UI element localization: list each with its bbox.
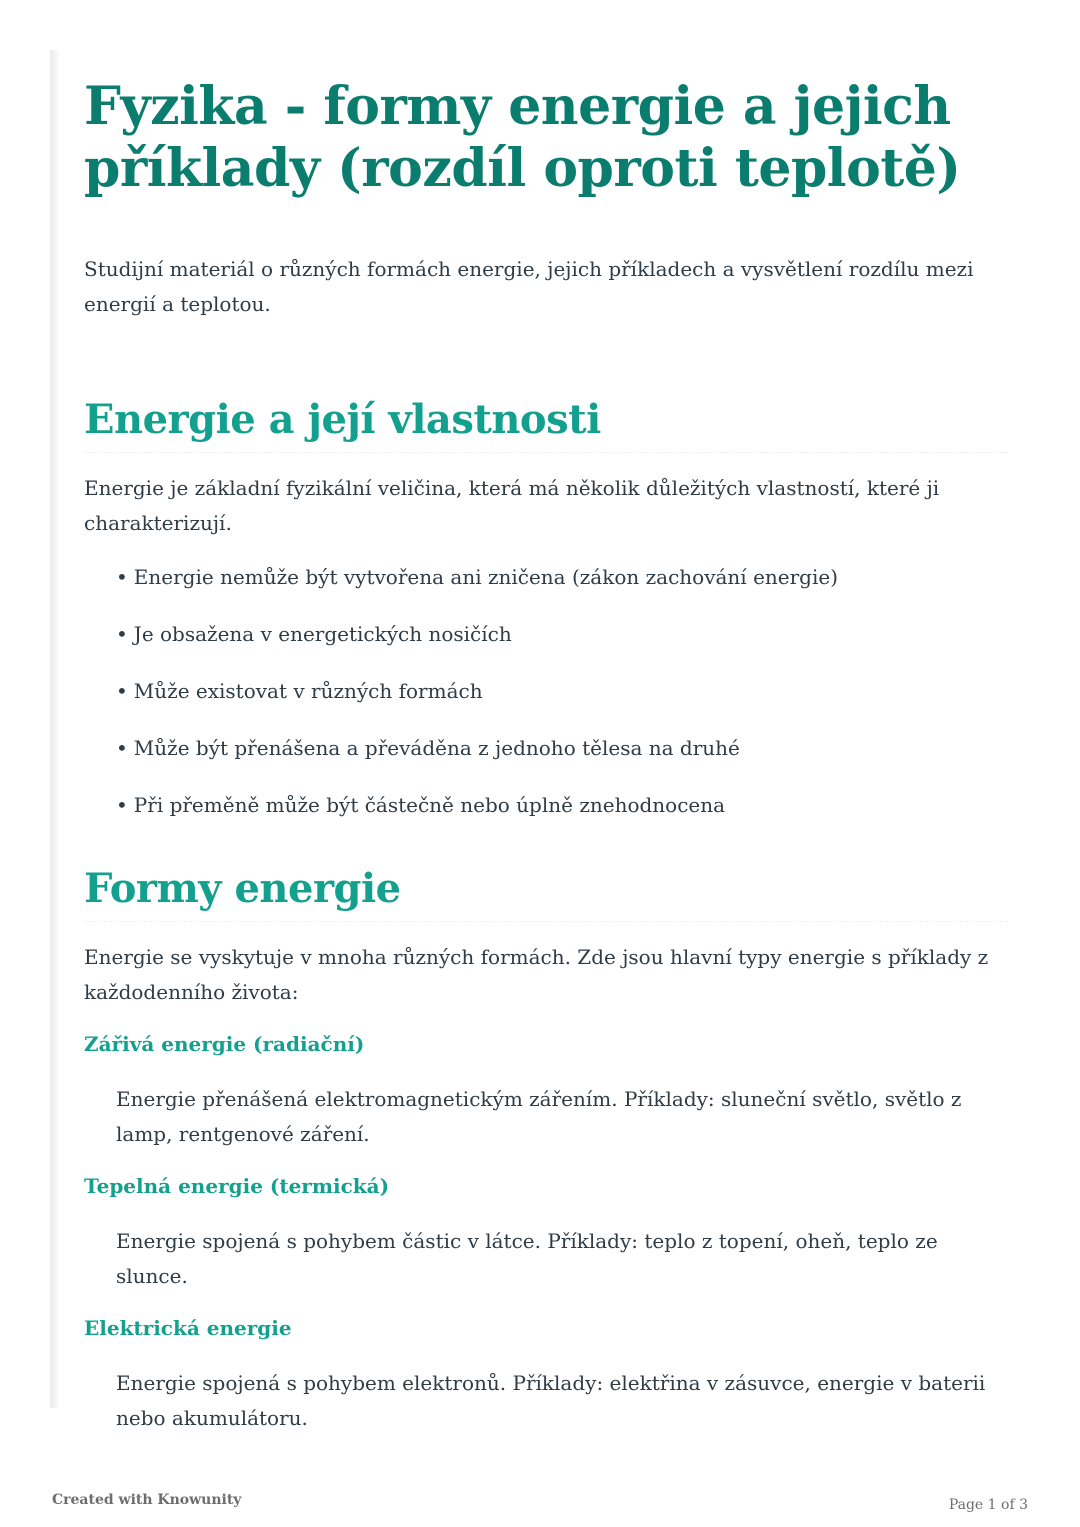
section-heading-properties: Energie a její vlastnosti — [84, 394, 1008, 453]
list-item-text: Je obsažena v energetických nosičích — [133, 622, 512, 646]
forms-paragraph: Energie se vyskytuje v mnoha různých formách. Zde jsou hlavní typy energie s příklady z každodenního života: — [84, 945, 989, 1004]
intro-paragraph: Studijní materiál o různých formách energie, jejich příkladech a vysvětlení rozdílu mezi energií a teplotou. — [84, 257, 974, 316]
section-heading-forms: Formy energie — [84, 863, 1008, 922]
list-item — [116, 620, 1008, 648]
list-item-text: Může existovat v různých formách — [133, 679, 483, 703]
footer-credit: Created with Knowunity — [52, 1492, 242, 1508]
properties-list — [84, 563, 1008, 819]
list-item — [116, 563, 1008, 591]
bullet-icon: • — [116, 679, 128, 703]
bullet-icon: • — [116, 736, 128, 760]
list-item-text: Při přeměně může být částečně nebo úplně znehodnocena — [133, 793, 726, 817]
bullet-icon: • — [116, 622, 128, 646]
document-body — [84, 76, 1008, 1436]
form-description-thermal: Energie spojená s pohybem částic v látce. Příklady: teplo z topení, oheň, teplo ze slunce. — [116, 1229, 938, 1288]
page-number: Page 1 of 3 — [948, 1497, 1028, 1513]
properties-paragraph: Energie je základní fyzikální veličina, která má několik důležitých vlastností, které ji charakterizují. — [84, 476, 940, 535]
form-title-electric: Elektrická energie — [84, 1316, 292, 1340]
list-item-text: Může být přenášena a převáděna z jednoho tělesa na druhé — [133, 736, 740, 760]
form-description-electric: Energie spojená s pohybem elektronů. Příklady: elektřina v zásuvce, energie v baterii nebo akumulátoru. — [116, 1371, 986, 1430]
bullet-icon: • — [116, 565, 128, 589]
list-item — [116, 734, 1008, 762]
document-title: Fyzika - formy energie a jejich příklady (rozdíl oproti teplotě) — [84, 76, 961, 199]
bullet-icon: • — [116, 793, 128, 817]
list-item — [116, 677, 1008, 705]
list-item-text: Energie nemůže být vytvořena ani zničena (zákon zachování energie) — [133, 565, 839, 589]
form-title-radiant: Zářivá energie (radiační) — [84, 1032, 365, 1056]
list-item — [116, 791, 1008, 819]
form-description-radiant: Energie přenášená elektromagnetickým zářením. Příklady: sluneční světlo, světlo z lamp, rentgenové záření. — [116, 1087, 962, 1146]
left-margin-bar — [50, 50, 60, 1408]
form-title-thermal: Tepelná energie (termická) — [84, 1174, 390, 1198]
